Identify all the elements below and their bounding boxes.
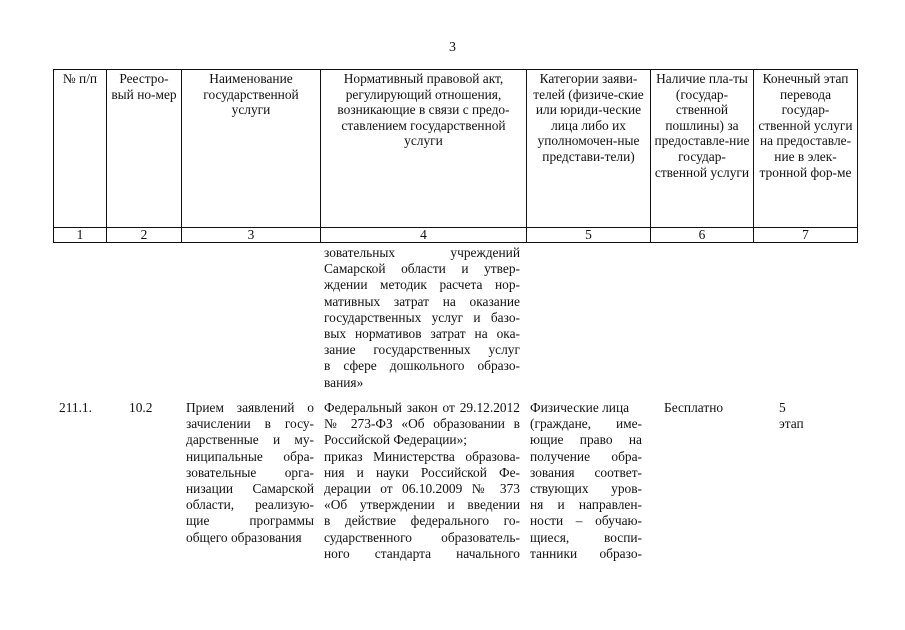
text-line: ния и науки Российской Фе- xyxy=(324,464,520,480)
text-line: в сфере дошкольного образо- xyxy=(324,358,520,374)
text-line: общего образования xyxy=(186,529,302,545)
text-line: ного стандарта начального xyxy=(324,545,520,561)
column-numbers-row xyxy=(54,228,858,243)
text-line: Самарской области и утвер- xyxy=(324,261,520,277)
text-line: низации Самарской xyxy=(186,481,314,497)
text-line: мативных затрат на оказание xyxy=(324,293,520,309)
legal-act xyxy=(324,400,520,562)
text-line: ствующих уров- xyxy=(530,481,642,497)
continuation-act-text xyxy=(324,245,520,391)
column-header-applicants: Категории заяви-телей (физиче-ские или юриди-ческие лица либо их уполномочен-ные представи-тели) xyxy=(527,70,651,228)
text-line: ждении методик расчета нор- xyxy=(324,277,520,293)
text-line: ня и направлен- xyxy=(530,497,642,513)
applicant-categories xyxy=(530,400,642,562)
column-number: 5 xyxy=(527,228,651,243)
column-header-act: Нормативный правовой акт, регулирующий отношения, возникающие в связи с предо-ставлением государственной услуги xyxy=(321,70,527,228)
text-line: Федеральный закон от 29.12.2012 xyxy=(324,400,520,415)
column-header-stage: Конечный этап перевода государ-ственной услуги на предоставле-ние в элек-тронной фор-ме xyxy=(754,70,858,228)
text-line: зание государственных услуг xyxy=(324,342,520,358)
text-line: области, реализую- xyxy=(186,497,314,513)
text-line: сударственного образователь- xyxy=(324,529,520,545)
page-number: 3 xyxy=(449,40,456,55)
fee-value: Бесплатно xyxy=(664,400,724,415)
table-header xyxy=(53,69,858,243)
text-line: вания» xyxy=(324,374,364,390)
column-header-registry: Реестро-вый но-мер xyxy=(107,70,182,228)
column-number: 4 xyxy=(321,228,527,243)
text-line: в действие федерального го- xyxy=(324,513,520,529)
text-line: ности – обучаю- xyxy=(530,513,642,529)
text-line: Российской Федерации»; xyxy=(324,432,467,448)
text-line: № 273-ФЗ «Об образовании в xyxy=(324,416,520,432)
text-line: государственных услуг и базо- xyxy=(324,309,520,325)
text-line: (граждане, име- xyxy=(530,416,642,432)
text-line: приказ Министерства образова- xyxy=(324,448,520,464)
column-header-num: № п/п xyxy=(54,70,107,228)
text-line: зования соответ- xyxy=(530,464,642,480)
text-line: ющие право на xyxy=(530,432,642,448)
column-number: 1 xyxy=(54,228,107,243)
text-line: дарственные и му- xyxy=(186,432,314,448)
column-number: 7 xyxy=(754,228,858,243)
column-header-fee: Наличие пла-ты (государ-ственной пошлины) за предоставле-ние государ-ственной услуги xyxy=(651,70,754,228)
text-line: зовательных учреждений xyxy=(324,245,520,260)
registry-number: 10.2 xyxy=(129,400,153,415)
text-line: щие программы xyxy=(186,513,314,529)
row-number: 211.1. xyxy=(59,400,92,415)
service-name xyxy=(186,400,314,546)
text-line: зовательные орга- xyxy=(186,464,314,480)
text-line: ниципальные обра- xyxy=(186,448,314,464)
text-line: дерации от 06.10.2009 № 373 xyxy=(324,481,520,497)
text-line: Физические лица xyxy=(530,400,630,415)
column-number: 3 xyxy=(182,228,321,243)
stage-value: 5 этап xyxy=(779,400,804,432)
text-line: щиеся, воспи- xyxy=(530,529,642,545)
text-line: получение обра- xyxy=(530,448,642,464)
text-line: танники образо- xyxy=(530,545,642,561)
column-number: 6 xyxy=(651,228,754,243)
column-header-service: Наименование государственной услуги xyxy=(182,70,321,228)
text-line: Прием заявлений о xyxy=(186,400,314,415)
text-line: вых нормативов затрат на ока- xyxy=(324,326,520,342)
header-row xyxy=(54,70,858,228)
text-line: зачислении в госу- xyxy=(186,416,314,432)
column-number: 2 xyxy=(107,228,182,243)
text-line: «Об утверждении и введении xyxy=(324,497,520,513)
